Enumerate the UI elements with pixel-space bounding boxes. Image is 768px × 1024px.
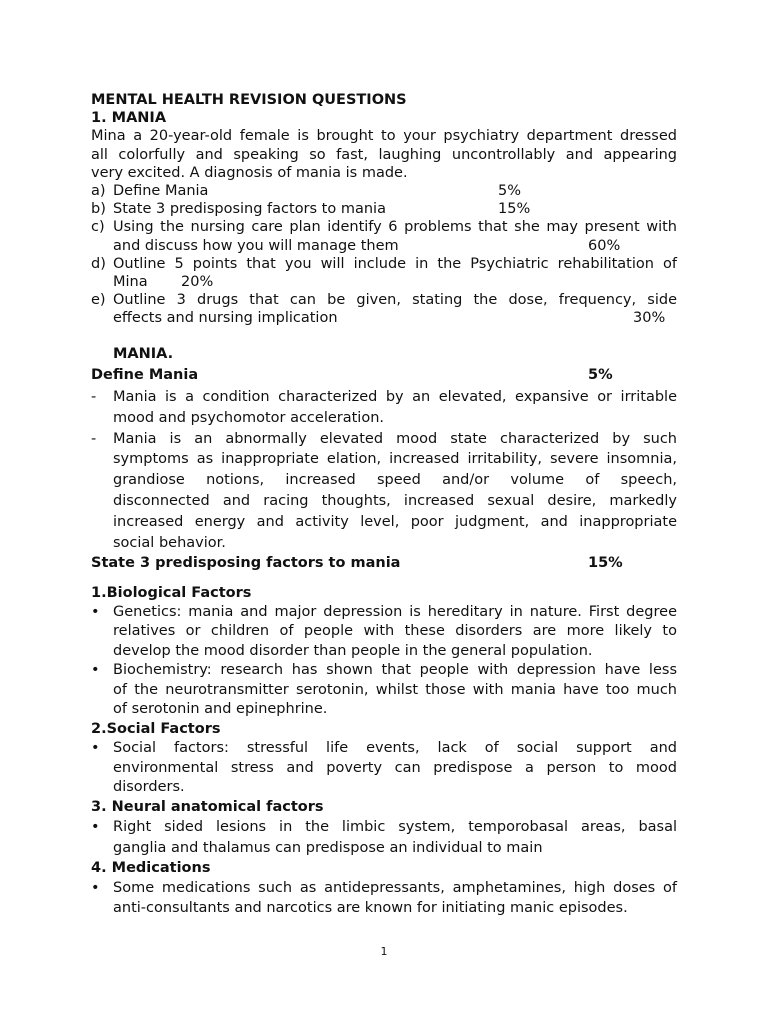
question-c-weight: 60% — [588, 237, 621, 254]
question-heading: 1. MANIA — [91, 110, 167, 127]
scenario-paragraph: Mina a 20-year-old female is brought to your psychiatry department dressed all colorfully and speaking so fast, laughing uncontrollably and appearing very excited. A diagnosis of mania is made. — [91, 128, 677, 181]
definition-item: - Mania is an abnormally elevated mood state characterized by such symptoms as inappropriate elation, increased irritability, severe insomnia, grandiose notions, increased speed and/or volume of speech, disconnected and racing thoughts, increased sexual desire, markedly increased energy and activity level, poor judgment, and inappropriate social behavior. — [91, 430, 677, 551]
document-page — [91, 91, 677, 918]
factors-weight: 15% — [588, 555, 623, 572]
page-number: 1 — [380, 945, 388, 958]
definition-item: - Mania is a condition characterized by an elevated, expansive or irritable mood and psychomotor acceleration. — [91, 388, 677, 426]
question-d: d) Outline 5 points that you will include in the Psychiatric rehabilitation of Mina 20% — [91, 255, 677, 290]
list-item: • Some medications such as antidepressants, amphetamines, high doses of anti-consultants and narcotics are known for initiating manic episodes. — [91, 880, 677, 917]
define-weight: 5% — [588, 366, 613, 383]
question-a: a) Define Mania 5% — [91, 183, 522, 200]
factors-heading: State 3 predisposing factors to mania 15% — [91, 555, 623, 572]
list-item: • Social factors: stressful life events, lack of social support and environmental stress and poverty can predispose a person to mood disorders. — [91, 740, 677, 796]
document-title: MENTAL HEALTH REVISION QUESTIONS — [91, 92, 407, 108]
answer-heading: MANIA. — [113, 345, 174, 362]
list-item: • Genetics: mania and major depression is hereditary in nature. First degree relatives or children of people with these disorders are more likely to develop the mood disorder than people in the general population. — [91, 603, 677, 659]
list-item: • Right sided lesions in the limbic system, temporobasal areas, basal ganglia and thalamus can predispose an individual to main — [91, 819, 677, 856]
question-d-weight: 20% — [181, 273, 214, 290]
question-e-weight: 30% — [633, 310, 666, 327]
section-heading-social: 2.Social Factors — [91, 720, 221, 737]
question-e: e) Outline 3 drugs that can be given, stating the dose, frequency, side effects and nursing implication 30% — [91, 292, 677, 327]
section-heading-neural: 3. Neural anatomical factors — [91, 798, 324, 815]
list-item: • Biochemistry: research has shown that people with depression have less of the neurotransmitter serotonin, whilst those with mania have too much of serotonin and epinephrine. — [91, 662, 677, 718]
question-a-weight: 5% — [498, 183, 522, 200]
define-heading: Define Mania 5% — [91, 366, 613, 383]
question-b: b) State 3 predisposing factors to mania 15% — [91, 201, 531, 218]
question-b-weight: 15% — [498, 201, 531, 218]
question-list — [91, 182, 677, 328]
section-heading-medications: 4. Medications — [91, 860, 211, 877]
section-heading-biological: 1.Biological Factors — [91, 584, 252, 601]
question-c: c) Using the nursing care plan identify 6 problems that she may present with and discuss how you will manage them 60% — [91, 219, 677, 254]
